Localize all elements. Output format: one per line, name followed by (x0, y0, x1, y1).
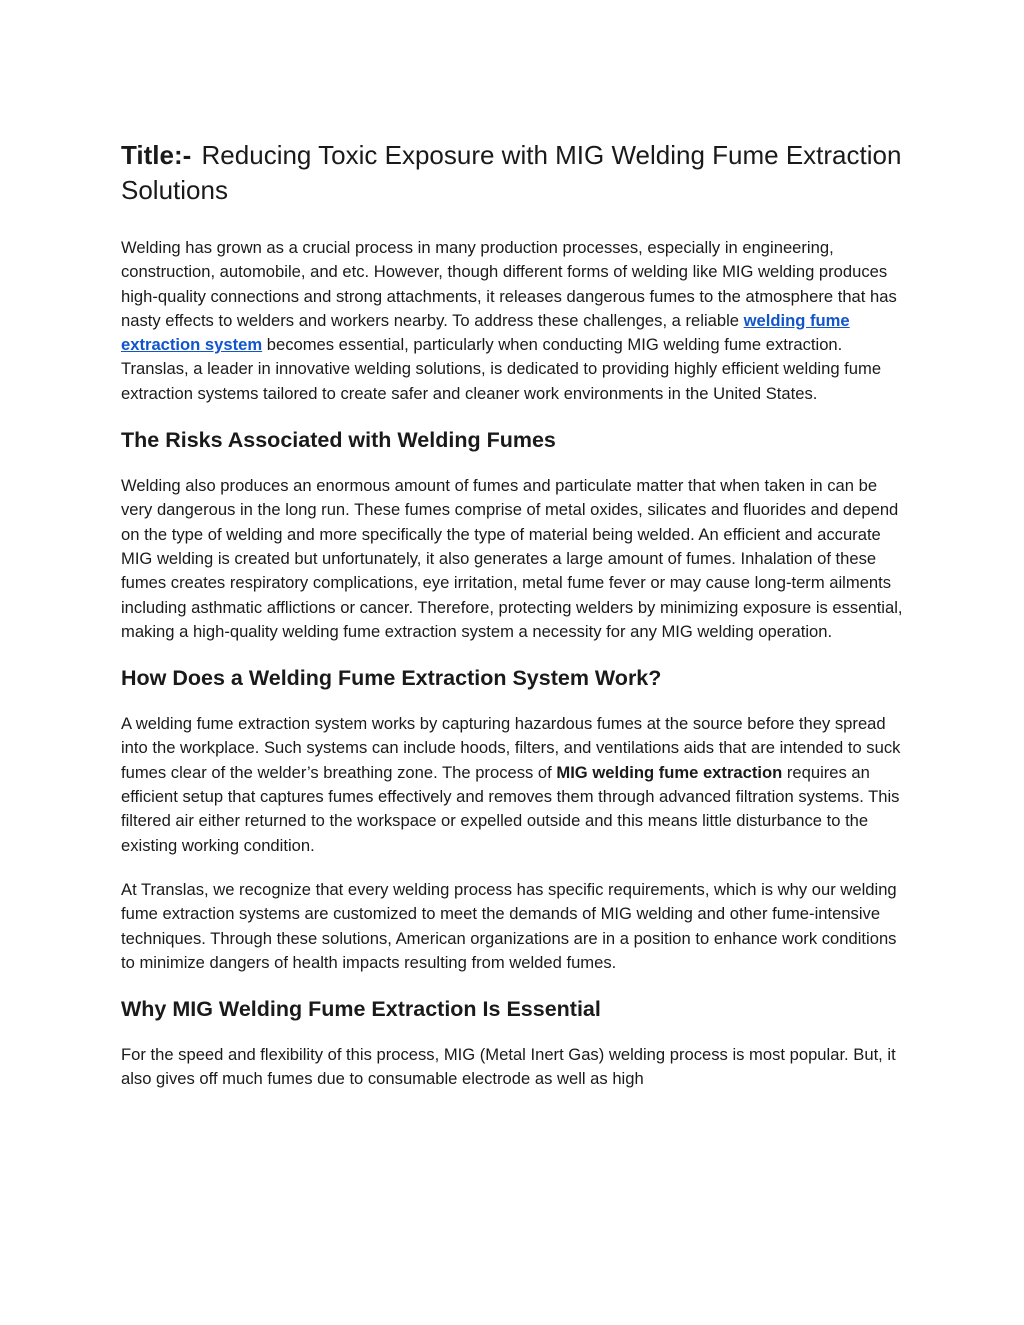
translas-paragraph: At Translas, we recognize that every welding process has specific requirements, which is why our welding fume extraction systems are customized to meet the demands of MIG welding and other fume-intensive techniques. Through these solutions, American organizations are in a position to enhance work conditions to minimize dangers of health impacts resulting from welded fumes. (121, 879, 897, 972)
document-page (121, 138, 911, 1112)
intro-text-before-link: Welding has grown as a crucial process in many production processes, especially in engineering, construction, automobile, and etc. However, though different forms of welding like MIG welding produces high-quality connections and strong attachments, it releases dangerous fumes to the atmosphere that has nasty effects to welders and workers nearby. To address these challenges, a reliable (121, 238, 897, 330)
title-text: Reducing Toxic Exposure with MIG Welding Fume Extraction Solutions (121, 140, 902, 205)
welding-fume-extraction-system-link[interactable]: welding fume extraction system (121, 310, 850, 355)
how-it-works-paragraph (121, 712, 911, 858)
how-it-works-text-before-bold: A welding fume extraction system works by capturing hazardous fumes at the source before they spread into the workplace. Such systems can include hoods, filters, and ventilations aids that are intended to suck fumes clear of the welder’s breathing zone. The process of (121, 714, 901, 782)
risks-paragraph: Welding also produces an enormous amount of fumes and particulate matter that when taken in can be very dangerous in the long run. These fumes comprise of metal oxides, silicates and fluorides and depend on the type of welding and more specifically the type of material being welded. An efficient and accurate MIG welding is created but unfortunately, it also generates a large amount of fumes. Inhalation of these fumes creates respiratory complications, eye irritation, metal fume fever or may cause long-term ailments including asthmatic afflictions or cancer. Therefore, protecting welders by minimizing exposure is essential, making a high-quality welding fume extraction system a necessity for any MIG welding operation. (121, 476, 903, 641)
title-label: Title:- (121, 140, 192, 170)
section-heading-why-essential: Why MIG Welding Fume Extraction Is Essential (121, 997, 601, 1022)
document-title (121, 138, 911, 208)
how-it-works-text-after-bold: requires an efficient setup that captures fumes effectively and removes them through advanced filtration systems. This filtered air either returned to the workspace or expelled outside and this means little disturbance to the existing working condition. (121, 762, 900, 855)
section-heading-risks: The Risks Associated with Welding Fumes (121, 428, 556, 453)
intro-paragraph (121, 236, 911, 406)
intro-text-after-link: becomes essential, particularly when conducting MIG welding fume extraction. Translas, a leader in innovative welding solutions, is dedicated to providing highly efficient welding fume extraction systems tailored to create safer and cleaner work environments in the United States. (121, 335, 882, 403)
mig-bold-phrase: MIG welding fume extraction (556, 762, 783, 782)
section-heading-how-it-works: How Does a Welding Fume Extraction System Work? (121, 666, 662, 691)
why-essential-paragraph: For the speed and flexibility of this process, MIG (Metal Inert Gas) welding process is most popular. But, it also gives off much fumes due to consumable electrode as well as high (121, 1045, 896, 1089)
